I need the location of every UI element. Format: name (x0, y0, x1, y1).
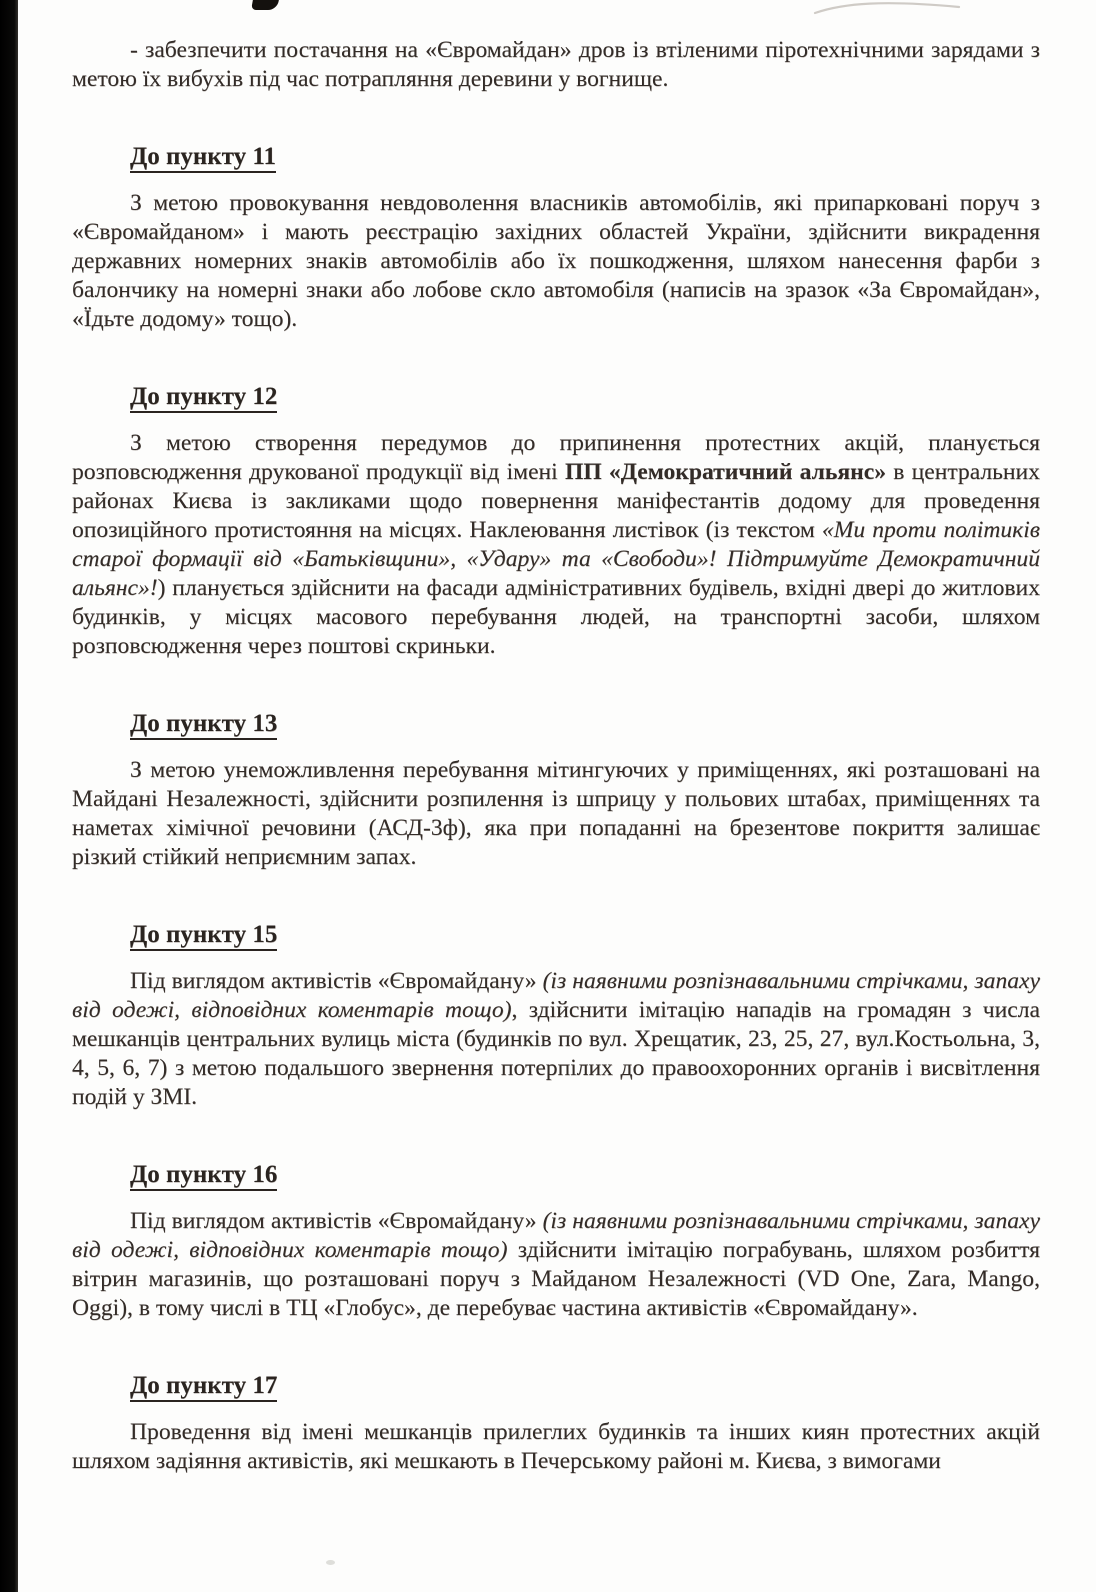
section-heading-16-text: До пункту 16 (130, 1161, 277, 1191)
paragraph-text: З метою провокування невдоволення власників автомобілів, які припарковані поруч з «Євромайданом» і мають реєстрацію західних областей України, здійснити викрадення державних номерних знаків автомобілів або їх пошкодження, шляхом нанесення фарби з балончику на номерні знаки або лобове скло автомобіля (написів на зразок «За Євромайдан», «Їдьте додому» тощо). (72, 190, 1040, 332)
section-punkt-12 (72, 382, 1040, 661)
section-11-paragraph (72, 189, 1040, 334)
section-heading-15-text: До пункту 15 (130, 921, 277, 951)
paragraph-text: в центральних районах Києва із закликами щодо повернення маніфестантів додому для проведення опозиційного протистояння на місцях. Наклеювання листівок (із текстом (72, 459, 1040, 543)
paragraph-text: З метою створення передумов до припинення протестних акцій, планується розповсюдження друкованої продукції від імені (72, 430, 1040, 485)
section-punkt-17 (72, 1371, 1040, 1476)
paragraph-text: ) планується здійснити на фасади адміністративних будівель, вхідні двері до житлових будинків, у місцях масового перебування людей, на транспортні засоби, шляхом розповсюдження через поштові скриньки. (72, 575, 1040, 659)
section-heading-17 (130, 1371, 1040, 1401)
scan-artifact-pen-smudge (812, 0, 962, 18)
section-heading-12 (130, 382, 1040, 412)
section-heading-13-text: До пункту 13 (130, 710, 277, 740)
paragraph-text-italic: «Ми проти політиків старої формації від «Батьківщини», «Удару» та «Свободи»! Підтримуйте Демократичний альянс»! (72, 517, 1040, 601)
section-heading-11-text: До пункту 11 (130, 143, 276, 173)
section-16-paragraph (72, 1207, 1040, 1323)
section-13-paragraph (72, 756, 1040, 872)
paragraph-text: Під виглядом активістів «Євромайдану» (130, 968, 543, 994)
paragraph-text: З метою унеможливлення перебування мітингуючих у приміщеннях, які розташовані на Майдані Незалежності, здійснити розпилення із шприцу у польових штабах, приміщеннях та наметах хімічної речовини (АСД-3ф), яка при попаданні на брезентове покриття залишає різкий стійкий неприємним запах. (72, 757, 1040, 870)
document-content (72, 36, 1040, 1476)
paragraph-text-bold: ПП «Демократичний альянс» (564, 459, 886, 485)
paragraph-text: здійснити імітацію пограбувань, шляхом розбиття вітрин магазинів, що розташовані поруч з Майданом Незалежності (VD One, Zara, Mango, Oggi), в тому числі в ТЦ «Глобус», де перебуває частина активістів «Євромайдану». (72, 1237, 1040, 1321)
section-heading-15 (130, 920, 1040, 950)
section-punkt-11 (72, 142, 1040, 334)
section-punkt-13 (72, 709, 1040, 872)
paragraph-text: Під виглядом активістів «Євромайдану» (130, 1208, 543, 1234)
scan-artifact-speck (326, 1560, 335, 1565)
section-12-paragraph (72, 429, 1040, 661)
section-17-paragraph (72, 1418, 1040, 1476)
intro-paragraph (72, 36, 1040, 94)
scan-artifact-top-mark (251, 0, 279, 10)
section-heading-12-text: До пункту 12 (130, 383, 277, 413)
paragraph-text-italic: (із наявними розпізнавальними стрічками, запаху від одежі, відповідних коментарів тощо) (72, 1208, 1040, 1263)
section-heading-13 (130, 709, 1040, 739)
section-15-paragraph (72, 967, 1040, 1112)
section-punkt-16 (72, 1160, 1040, 1323)
intro-paragraph-text: - забезпечити постачання на «Євромайдан» дров із втіленими піротехнічними зарядами з метою їх вибухів під час потрапляння деревини у вогнище. (72, 37, 1040, 92)
scan-artifact-left-strip (0, 0, 18, 1592)
section-heading-17-text: До пункту 17 (130, 1372, 277, 1402)
section-heading-16 (130, 1160, 1040, 1190)
section-heading-11 (130, 142, 1040, 172)
paragraph-text-italic: (із наявними розпізнавальними стрічками, запаху від одежі, відповідних коментарів тощо) (72, 968, 1040, 1023)
paragraph-text: Проведення від імені мешканців прилеглих будинків та інших киян протестних акцій шляхом задіяння активістів, які мешкають в Печерському районі м. Києва, з вимогами (72, 1419, 1040, 1474)
section-punkt-15 (72, 920, 1040, 1112)
paragraph-text: , здійснити імітацію нападів на громадян з числа мешканців центральних вулиць міста (будинків по вул. Хрещатик, 23, 25, 27, вул.Костьольна, 3, 4, 5, 6, 7) з метою подальшого звернення потерпілих до правоохоронних органів і висвітлення подій у ЗМІ. (72, 997, 1040, 1110)
